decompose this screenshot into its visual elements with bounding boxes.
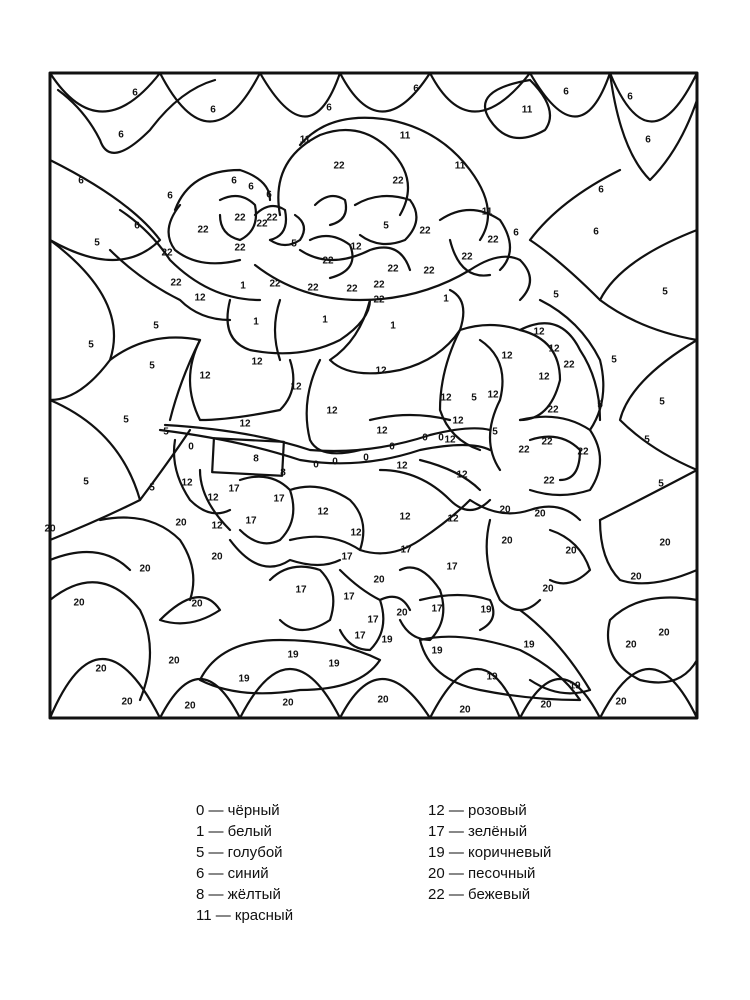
region-number: 19 [486, 671, 498, 683]
region-number: 12 [440, 392, 452, 404]
region-number: 22 [373, 279, 385, 291]
region-number: 11 [521, 104, 533, 116]
region-number: 12 [447, 513, 459, 525]
region-number: 5 [123, 414, 129, 426]
region-number: 22 [543, 475, 555, 487]
legend-item: 11 — красный [196, 907, 294, 924]
legend-item: 19 — коричневый [428, 844, 552, 861]
region-number: 1 [253, 316, 259, 328]
region-number: 6 [231, 175, 237, 187]
region-number: 17 [228, 483, 240, 495]
region-number: 6 [563, 86, 569, 98]
region-number: 5 [88, 339, 94, 351]
region-number: 22 [423, 265, 435, 277]
region-number: 20 [377, 694, 389, 706]
region-number: 6 [118, 129, 124, 141]
region-number: 20 [211, 551, 223, 563]
region-number: 5 [611, 354, 617, 366]
legend-item: 20 — песочный [428, 865, 536, 882]
region-number: 6 [326, 102, 332, 114]
region-number: 20 [73, 597, 85, 609]
region-number: 12 [290, 381, 302, 393]
region-number: 20 [658, 627, 670, 639]
region-number: 17 [245, 515, 257, 527]
region-number: 22 [373, 294, 385, 306]
region-number: 12 [396, 460, 408, 472]
region-number: 5 [492, 426, 498, 438]
region-number: 19 [523, 639, 535, 651]
legend-item: 1 — белый [196, 823, 272, 840]
region-number: 12 [207, 492, 219, 504]
region-number: 12 [317, 506, 329, 518]
region-number: 20 [630, 571, 642, 583]
region-number: 6 [134, 220, 140, 232]
region-number: 12 [399, 511, 411, 523]
region-number: 1 [390, 320, 396, 332]
region-number: 12 [452, 415, 464, 427]
region-number: 22 [563, 359, 575, 371]
region-number: 22 [387, 263, 399, 275]
region-number: 20 [191, 598, 203, 610]
color-legend-right [428, 800, 551, 905]
region-number: 19 [431, 645, 443, 657]
region-number: 12 [456, 469, 468, 481]
region-number: 20 [534, 508, 546, 520]
legend-item: 5 — голубой [196, 844, 283, 861]
region-number: 20 [175, 517, 187, 529]
legend-item: 6 — синий [196, 865, 269, 882]
region-number: 5 [291, 238, 297, 250]
region-number: 20 [659, 537, 671, 549]
region-number: 22 [161, 247, 173, 259]
region-number: 22 [333, 160, 345, 172]
region-number: 22 [234, 242, 246, 254]
region-number: 17 [400, 544, 412, 556]
region-number: 12 [444, 434, 456, 446]
region-number: 22 [307, 282, 319, 294]
region-number: 17 [295, 584, 307, 596]
region-number: 0 [332, 456, 338, 468]
region-number: 22 [269, 278, 281, 290]
region-number: 19 [238, 673, 250, 685]
region-number: 0 [313, 459, 319, 471]
region-number: 5 [383, 220, 389, 232]
region-number: 22 [541, 436, 553, 448]
region-number: 22 [346, 283, 358, 295]
region-number: 5 [553, 289, 559, 301]
region-number: 12 [181, 477, 193, 489]
region-number: 6 [627, 91, 633, 103]
region-number: 20 [565, 545, 577, 557]
region-number: 5 [163, 426, 169, 438]
region-number: 12 [533, 326, 545, 338]
region-number: 12 [350, 241, 362, 253]
region-number: 20 [373, 574, 385, 586]
legend-item: 0 — чёрный [196, 802, 280, 819]
region-number: 22 [392, 175, 404, 187]
region-number: 5 [659, 396, 665, 408]
region-number: 11 [299, 134, 311, 146]
region-number: 12 [326, 405, 338, 417]
region-number: 20 [459, 704, 471, 716]
region-number: 22 [234, 212, 246, 224]
region-number: 5 [597, 399, 603, 411]
region-number-labels [44, 84, 671, 716]
region-number: 1 [443, 293, 449, 305]
region-number: 11 [399, 130, 411, 142]
region-number: 20 [625, 639, 637, 651]
region-number: 12 [251, 356, 263, 368]
region-number: 17 [343, 591, 355, 603]
region-number: 5 [644, 434, 650, 446]
region-number: 5 [149, 482, 155, 494]
region-number: 11 [481, 206, 493, 218]
region-number: 5 [662, 286, 668, 298]
region-number: 6 [132, 87, 138, 99]
region-number: 12 [487, 389, 499, 401]
region-number: 22 [170, 277, 182, 289]
legend-item: 8 — жёлтый [196, 886, 281, 903]
region-number: 6 [413, 83, 419, 95]
region-number: 12 [376, 425, 388, 437]
region-number: 6 [167, 190, 173, 202]
region-number: 11 [454, 160, 466, 172]
region-number: 5 [83, 476, 89, 488]
region-number: 5 [471, 392, 477, 404]
region-number: 12 [548, 343, 560, 355]
region-number: 22 [577, 446, 589, 458]
region-number: 1 [240, 280, 246, 292]
region-number: 20 [501, 535, 513, 547]
region-number: 12 [375, 365, 387, 377]
region-number: 5 [94, 237, 100, 249]
region-number: 22 [518, 444, 530, 456]
region-number: 22 [266, 212, 278, 224]
region-number: 22 [256, 218, 268, 230]
region-number: 17 [431, 603, 443, 615]
region-number: 12 [194, 292, 206, 304]
region-number: 12 [350, 527, 362, 539]
region-number: 19 [569, 680, 581, 692]
region-number: 17 [367, 614, 379, 626]
region-number: 6 [513, 227, 519, 239]
region-number: 19 [381, 634, 393, 646]
region-number: 6 [266, 189, 272, 201]
region-number: 22 [461, 251, 473, 263]
region-number: 22 [547, 404, 559, 416]
region-number: 6 [593, 226, 599, 238]
region-number: 5 [658, 478, 664, 490]
region-number: 6 [248, 181, 254, 193]
region-number: 0 [389, 441, 395, 453]
region-number: 1 [322, 314, 328, 326]
region-number: 20 [499, 504, 511, 516]
region-number: 20 [396, 607, 408, 619]
region-number: 12 [211, 520, 223, 532]
region-number: 17 [446, 561, 458, 573]
region-number: 5 [149, 360, 155, 372]
legend-item: 12 — розовый [428, 802, 527, 819]
color-legend-left [196, 800, 293, 926]
region-number: 8 [253, 453, 259, 465]
region-number: 20 [168, 655, 180, 667]
region-number: 12 [501, 350, 513, 362]
region-number: 20 [542, 583, 554, 595]
region-number: 20 [282, 697, 294, 709]
region-number: 22 [322, 255, 334, 267]
region-number: 20 [121, 696, 133, 708]
region-number: 6 [645, 134, 651, 146]
region-number: 17 [273, 493, 285, 505]
region-number: 12 [239, 418, 251, 430]
region-number: 20 [95, 663, 107, 675]
legend-item: 17 — зелёный [428, 823, 528, 840]
region-number: 22 [419, 225, 431, 237]
region-number: 0 [363, 452, 369, 464]
region-number: 6 [210, 104, 216, 116]
region-number: 0 [188, 441, 194, 453]
region-number: 8 [280, 467, 286, 479]
region-number: 5 [153, 320, 159, 332]
region-number: 19 [287, 649, 299, 661]
region-number: 17 [341, 551, 353, 563]
region-number: 12 [538, 371, 550, 383]
region-number: 17 [354, 630, 366, 642]
region-number: 19 [480, 604, 492, 616]
region-number: 22 [197, 224, 209, 236]
region-number: 6 [78, 175, 84, 187]
region-number: 12 [199, 370, 211, 382]
region-number: 20 [540, 699, 552, 711]
region-number: 20 [139, 563, 151, 575]
region-number: 0 [422, 432, 428, 444]
region-number: 20 [184, 700, 196, 712]
legend-item: 22 — бежевый [428, 886, 531, 903]
region-number: 22 [487, 234, 499, 246]
region-number: 6 [598, 184, 604, 196]
region-number: 20 [615, 696, 627, 708]
region-number: 0 [438, 432, 444, 444]
region-number: 20 [44, 523, 56, 535]
region-number: 19 [328, 658, 340, 670]
